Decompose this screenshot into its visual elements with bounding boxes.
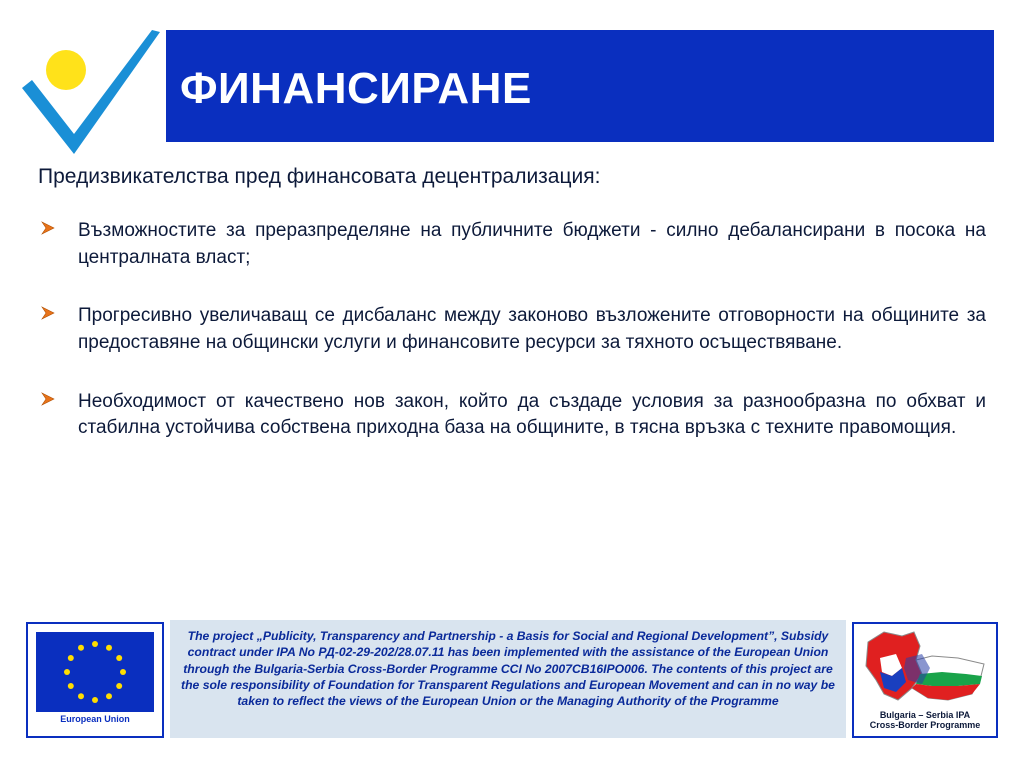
- arrowhead-bullet-icon: [40, 220, 56, 236]
- title-bar: [166, 30, 994, 142]
- bullet-text: Необходимост от качествено нов закон, който да създаде условия за разнообразна по обхват и стабилна устойчива собствена приходна база на общините, в тясна връзка с техните правомощия.: [78, 390, 986, 439]
- eu-flag-icon: [36, 632, 154, 712]
- bullet-text: Прогресивно увеличаващ се дисбаланс между законово възложените отговорности на общините за предоставяне на общински услуги и финансовите ресурси за тяхното осъществяване.: [78, 305, 986, 354]
- bullet-text: Възможностите за преразпределяне на публичните бюджети - силно дебалансирани в посока на централната власт;: [78, 220, 986, 268]
- checkmark-icon: [22, 30, 160, 154]
- list-item: [38, 218, 986, 271]
- project-disclaimer: The project „Publicity, Transparency and Partnership - a Basis for Social and Regional Development”, Subsidy contract under IPA No РД-02-29-202/28.07.11 has been implemented with the assistance of the European Union through the Bulgaria-Serbia Cross-Border Programme CCI No 2007CB16IPO006. The contents of this project are the sole responsibility of Foundation for Transparent Regulations and European Movement and can in no way be taken to reflect the views of the European Union or the Managing Authority of the Programme: [170, 620, 846, 738]
- page-title: ФИНАНСИРАНЕ: [180, 64, 532, 113]
- list-item: [38, 303, 986, 356]
- programme-label: [854, 710, 996, 731]
- programme-label-line2: Cross-Border Programme: [869, 720, 981, 731]
- intro-heading: Предизвикателства пред финансовата децентрализация:: [38, 165, 601, 188]
- bulgaria-serbia-map-icon: [862, 628, 988, 706]
- footer: [24, 620, 998, 740]
- arrowhead-bullet-icon: [40, 305, 56, 321]
- eu-logo-box: [26, 622, 164, 738]
- arrowhead-bullet-icon: [40, 391, 56, 407]
- programme-logo-box: [852, 622, 998, 738]
- checkmark-sun-logo: [18, 26, 164, 156]
- eu-label: European Union: [60, 714, 130, 724]
- programme-label-line1: Bulgaria – Serbia IPA: [879, 710, 971, 720]
- bullet-list: [38, 218, 986, 442]
- main-content: [38, 164, 986, 474]
- list-item: [38, 389, 986, 442]
- sun-icon: [46, 50, 86, 90]
